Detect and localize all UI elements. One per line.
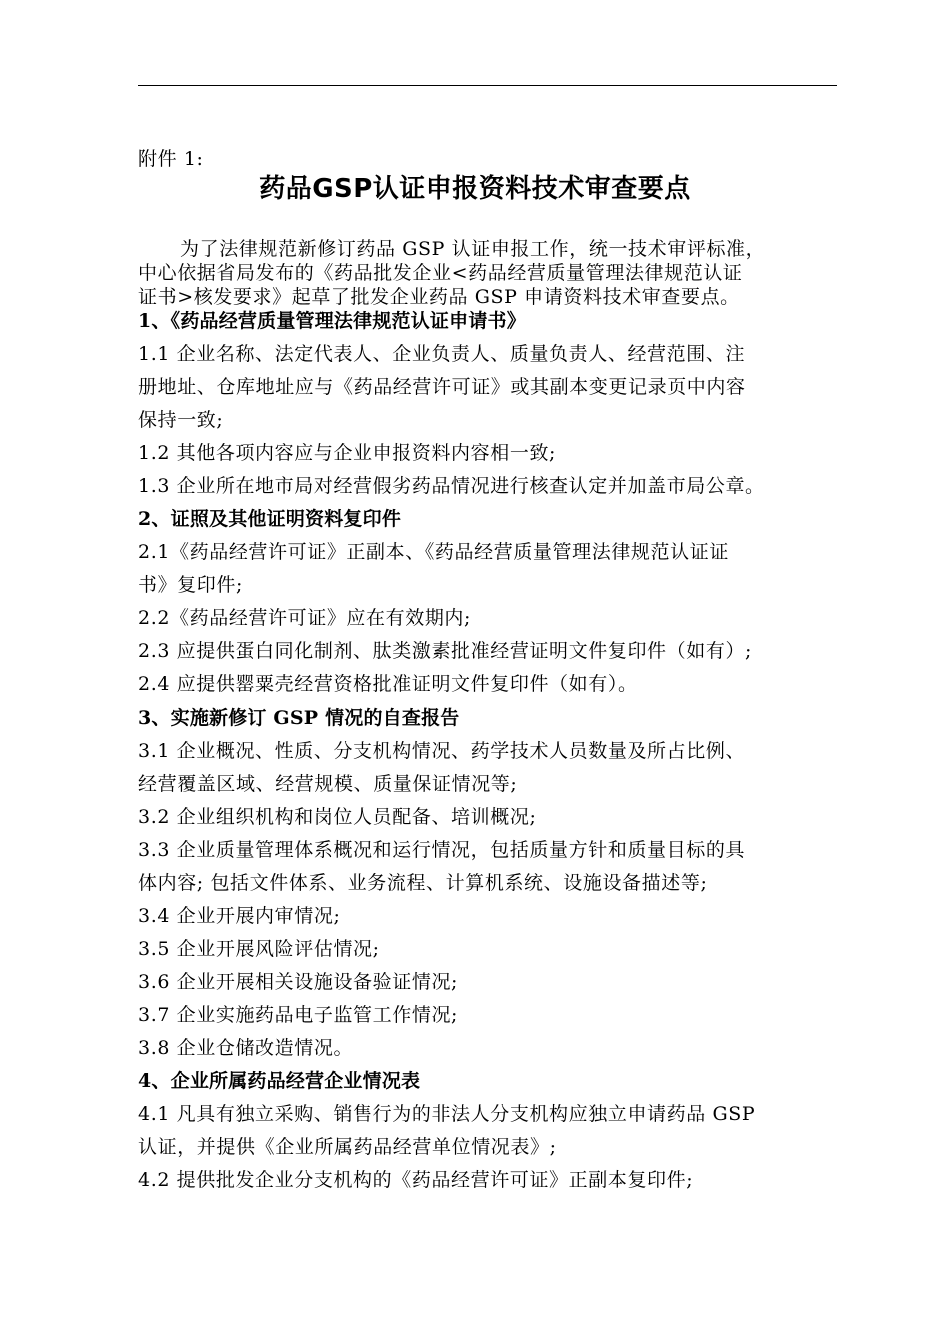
item-2-1-line-1: 2.1《药品经营许可证》正副本、《药品经营质量管理法律规范认证证	[138, 541, 729, 563]
item-1-3: 1.3 企业所在地市局对经营假劣药品情况进行核查认定并加盖市局公章。	[138, 475, 765, 497]
section-3-heading: 3、实施新修订 GSP 情况的自查报告	[138, 707, 460, 729]
header-rule	[138, 85, 837, 86]
section-2-heading: 2、证照及其他证明资料复印件	[138, 508, 402, 530]
item-1-2: 1.2 其他各项内容应与企业申报资料内容相一致;	[138, 442, 557, 464]
intro-line-3: 证书>核发要求》起草了批发企业药品 GSP 申请资料技术审查要点。	[138, 286, 740, 308]
item-3-6: 3.6 企业开展相关设施设备验证情况;	[138, 971, 459, 993]
item-3-7: 3.7 企业实施药品电子监管工作情况;	[138, 1004, 459, 1026]
item-3-4: 3.4 企业开展内审情况;	[138, 905, 341, 927]
intro-line-2: 中心依据省局发布的《药品批发企业<药品经营质量管理法律规范认证	[138, 262, 743, 284]
item-3-1-line-2: 经营覆盖区域、经营规模、质量保证情况等;	[138, 773, 518, 795]
item-3-3-line-1: 3.3 企业质量管理体系概况和运行情况，包括质量方针和质量目标的具	[138, 839, 746, 861]
item-2-1-line-2: 书》复印件;	[138, 574, 244, 596]
item-3-3-line-2: 体内容; 包括文件体系、业务流程、计算机系统、设施设备描述等;	[138, 872, 708, 894]
item-3-8: 3.8 企业仓储改造情况。	[138, 1037, 354, 1059]
item-2-4: 2.4 应提供罂粟壳经营资格批准证明文件复印件（如有）。	[138, 673, 638, 695]
item-3-2: 3.2 企业组织机构和岗位人员配备、培训概况;	[138, 806, 537, 828]
section-4-heading: 4、企业所属药品经营企业情况表	[138, 1070, 421, 1092]
item-1-1-line-1: 1.1 企业名称、法定代表人、企业负责人、质量负责人、经营范围、注	[138, 343, 746, 365]
item-1-1-line-3: 保持一致;	[138, 409, 224, 431]
document-title: 药品GSP认证申报资料技术审查要点	[259, 174, 691, 204]
intro-line-1: 为了法律规范新修订药品 GSP 认证申报工作，统一技术审评标准，	[180, 238, 766, 260]
item-3-1-line-1: 3.1 企业概况、性质、分支机构情况、药学技术人员数量及所占比例、	[138, 740, 746, 762]
item-2-2: 2.2《药品经营许可证》应在有效期内;	[138, 607, 472, 629]
item-4-2: 4.2 提供批发企业分支机构的《药品经营许可证》正副本复印件;	[138, 1169, 694, 1191]
item-4-1-line-2: 认证，并提供《企业所属药品经营单位情况表》;	[138, 1136, 557, 1158]
item-2-3: 2.3 应提供蛋白同化制剂、肽类激素批准经营证明文件复印件（如有）;	[138, 640, 753, 662]
section-1-heading: 1、《药品经营质量管理法律规范认证申请书》	[138, 310, 526, 332]
item-3-5: 3.5 企业开展风险评估情况;	[138, 938, 380, 960]
item-1-1-line-2: 册地址、仓库地址应与《药品经营许可证》或其副本变更记录页中内容	[138, 376, 746, 398]
attachment-label: 附件 1:	[138, 148, 204, 170]
item-4-1-line-1: 4.1 凡具有独立采购、销售行为的非法人分支机构应独立申请药品 GSP	[138, 1103, 756, 1125]
